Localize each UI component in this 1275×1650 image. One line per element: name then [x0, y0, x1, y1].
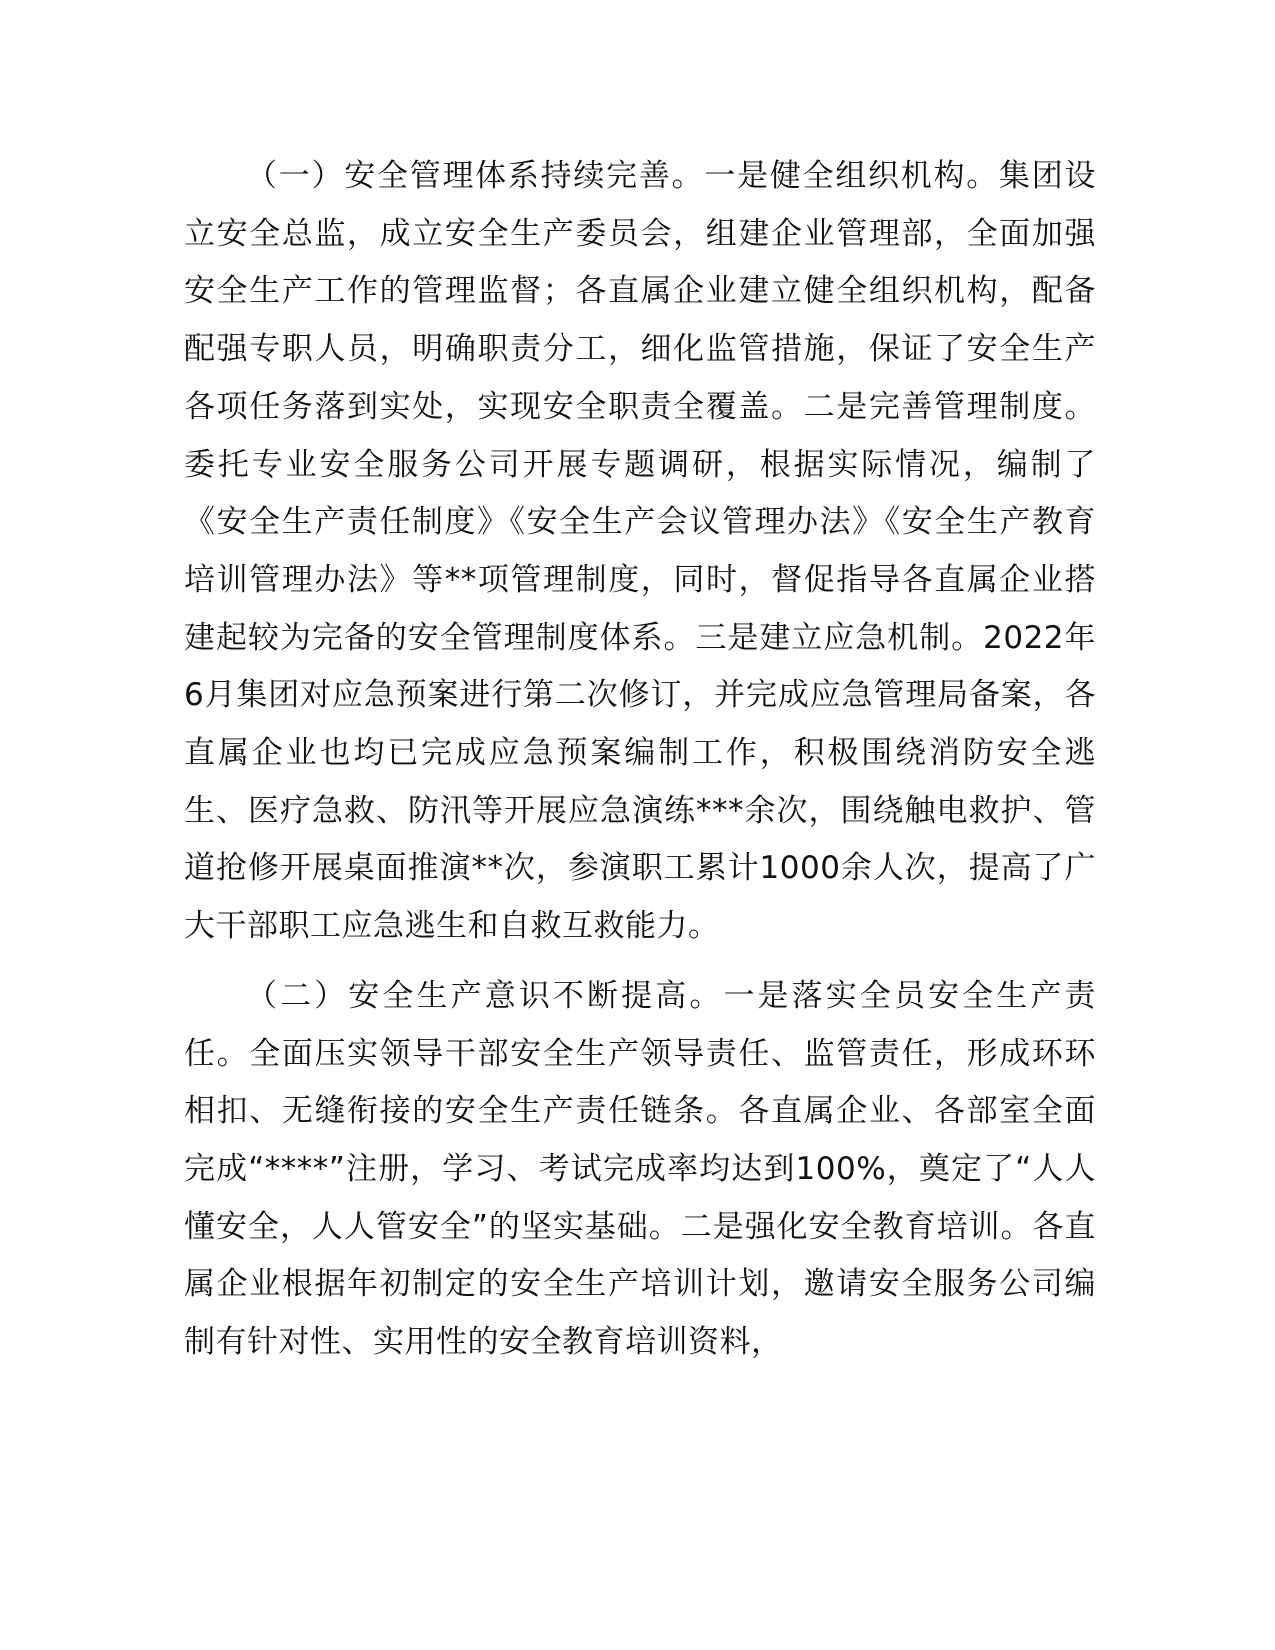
paragraph-safety-management-system: （一）安全管理体系持续完善。一是健全组织机构。集团设立安全总监，成立安全生产委员会，组建企业管理部，全面加强安全生产工作的管理监督；各直属企业建立健全组织机构，配备配强专职人员，明确职责分工，细化监管措施，保证了安全生产各项任务落到实处，实现安全职责全覆盖。二是完善管理制度。委托专业安全服务公司开展专题调研，根据实际情况，编制了《安全生产责任制度》《安全生产会议管理办法》《安全生产教育培训管理办法》等**项管理制度，同时，督促指导各直属企业搭建起较为完备的安全管理制度体系。三是建立应急机制。2022年6月集团对应急预案进行第二次修订，并完成应急管理局备案，各直属企业也均已完成应急预案编制工作，积极围绕消防安全逃生、医疗急救、防汛等开展应急演练***余次，围绕触电救护、管道抢修开展桌面推演**次，参演职工累计1000余人次，提高了广大干部职工应急逃生和自救互救能力。 [184, 158, 1096, 945]
document-body [184, 148, 1096, 1384]
paragraph-safety-awareness: （二）安全生产意识不断提高。一是落实全员安全生产责任。全面压实领导干部安全生产领导责任、监管责任，形成环环相扣、无缝衔接的安全生产责任链条。各直属企业、各部室全面完成“****”注册，学习、考试完成率均达到100%，奠定了“人人懂安全，人人管安全”的坚实基础。二是强化安全教育培训。各直属企业根据年初制定的安全生产培训计划，邀请安全服务公司编制有针对性、实用性的安全教育培训资料， [184, 977, 1096, 1361]
